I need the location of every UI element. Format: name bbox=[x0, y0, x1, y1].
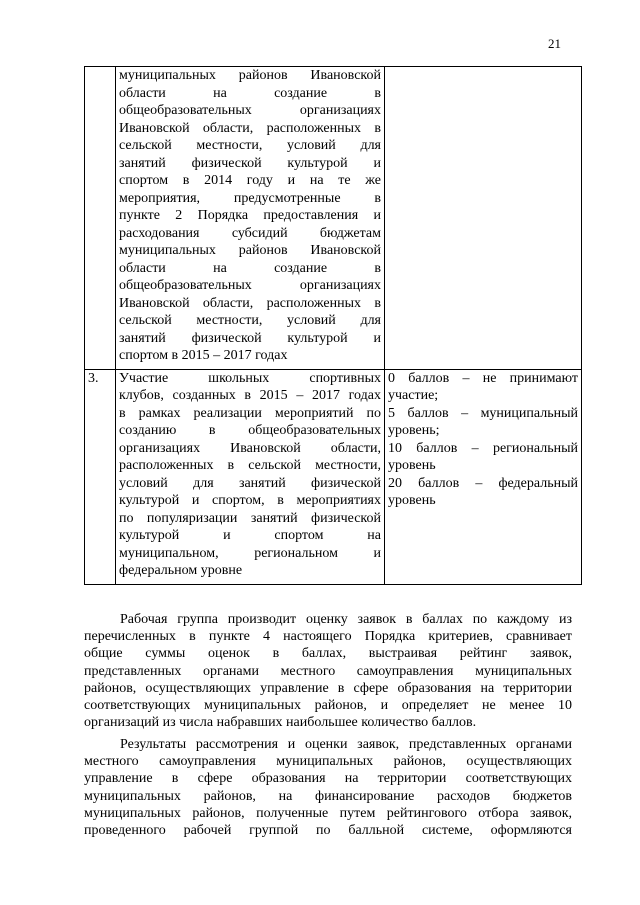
text-line: 10 баллов – региональный bbox=[388, 440, 578, 456]
row-number-cell: 3. bbox=[85, 369, 116, 584]
text-line: участие; bbox=[388, 388, 439, 403]
text-line: 0 баллов – не принимают bbox=[388, 370, 578, 386]
criterion-cell bbox=[116, 369, 385, 584]
text-line: по популяризации занятий физической bbox=[119, 510, 381, 526]
text-line: расходования субсидий бюджетам bbox=[119, 225, 381, 241]
text-line: муниципальных районов, полученные путем рейтингового отбора заявок, bbox=[84, 805, 572, 821]
text-line: Участие школьных спортивных bbox=[119, 370, 381, 386]
text-line: занятий физической культурой и bbox=[119, 155, 381, 171]
text-line: культурой и спортом на bbox=[119, 528, 381, 543]
text-line: спортом в 2015 – 2017 годах bbox=[119, 348, 288, 363]
text-line: общие суммы оценок в баллах, выстраивая рейтинг заявок, bbox=[84, 646, 572, 662]
paragraph-results bbox=[84, 736, 572, 839]
text-line: управление в сфере образования на территории соответствующих bbox=[84, 771, 572, 787]
text-line: организациях Ивановской области, bbox=[119, 440, 381, 456]
text-line: клубов, созданных в 2015 – 2017 годах bbox=[119, 388, 381, 403]
text-line: муниципальном, региональном и bbox=[119, 545, 381, 561]
text-line: организаций из числа набравших наибольшее количество баллов. bbox=[84, 715, 477, 731]
text-line: сельской местности, условий для bbox=[119, 313, 381, 328]
text-line: пункте 2 Порядка предоставления и bbox=[119, 208, 381, 223]
paragraph-rating bbox=[84, 611, 572, 731]
text-line: Рабочая группа производит оценку заявок в баллах по каждому из bbox=[120, 612, 572, 627]
text-line: культурой и спортом, в мероприятиях bbox=[119, 493, 381, 508]
text-line: муниципальных районов Ивановской bbox=[119, 243, 381, 258]
text-line: проведенного рабочей группой по балльной системе, оформляются bbox=[84, 823, 572, 839]
text-line: общеобразовательных организациях bbox=[119, 278, 381, 293]
text-line: спортом в 2014 году и на те же bbox=[119, 173, 381, 188]
score-cell bbox=[385, 67, 582, 370]
text-line: созданию в общеобразовательных bbox=[119, 423, 381, 438]
text-line: соответствующих муниципальных районов, и определяет не менее 10 bbox=[84, 698, 572, 714]
table-row bbox=[85, 369, 582, 584]
text-line: местного самоуправления муниципальных районов, осуществляющих bbox=[84, 754, 572, 770]
page-number: 21 bbox=[548, 36, 561, 51]
text-line: Ивановской области, расположенных в bbox=[119, 120, 381, 136]
text-line: муниципальных районов, на финансирование расходов бюджетов bbox=[84, 788, 572, 804]
criteria-table bbox=[84, 66, 582, 585]
text-line: представленных органами местного самоуправления муниципальных bbox=[84, 663, 572, 679]
text-line: Ивановской области, расположенных в bbox=[119, 295, 381, 311]
text-line: федеральном уровне bbox=[119, 563, 243, 578]
text-line: условий для занятий физической bbox=[119, 475, 381, 491]
text-line: области на создание в bbox=[119, 85, 381, 101]
text-line: сельской местности, условий для bbox=[119, 138, 381, 153]
text-line: уровень bbox=[388, 493, 436, 508]
text-line: перечисленных в пункте 4 настоящего Порядка критериев, сравнивает bbox=[84, 629, 572, 645]
text-line: районов, осуществляющих управление в сфере образования на территории bbox=[84, 680, 572, 696]
text-line: области на создание в bbox=[119, 260, 381, 276]
score-cell bbox=[385, 369, 582, 584]
table-row bbox=[85, 67, 582, 370]
text-line: расположенных в сельской местности, bbox=[119, 458, 381, 473]
text-line: 20 баллов – федеральный bbox=[388, 475, 578, 491]
text-line: уровень bbox=[388, 458, 436, 473]
text-line: уровень; bbox=[388, 423, 440, 438]
text-line: Результаты рассмотрения и оценки заявок, представленных органами bbox=[120, 737, 572, 752]
text-line: 5 баллов – муниципальный bbox=[388, 405, 578, 421]
text-line: муниципальных районов Ивановской bbox=[119, 68, 381, 83]
text-line: мероприятия, предусмотренные в bbox=[119, 190, 381, 206]
text-line: занятий физической культурой и bbox=[119, 330, 381, 346]
text-line: общеобразовательных организациях bbox=[119, 103, 381, 118]
text-line: в рамках реализации мероприятий по bbox=[119, 405, 381, 421]
criterion-cell bbox=[116, 67, 385, 370]
row-number-cell bbox=[85, 67, 116, 370]
